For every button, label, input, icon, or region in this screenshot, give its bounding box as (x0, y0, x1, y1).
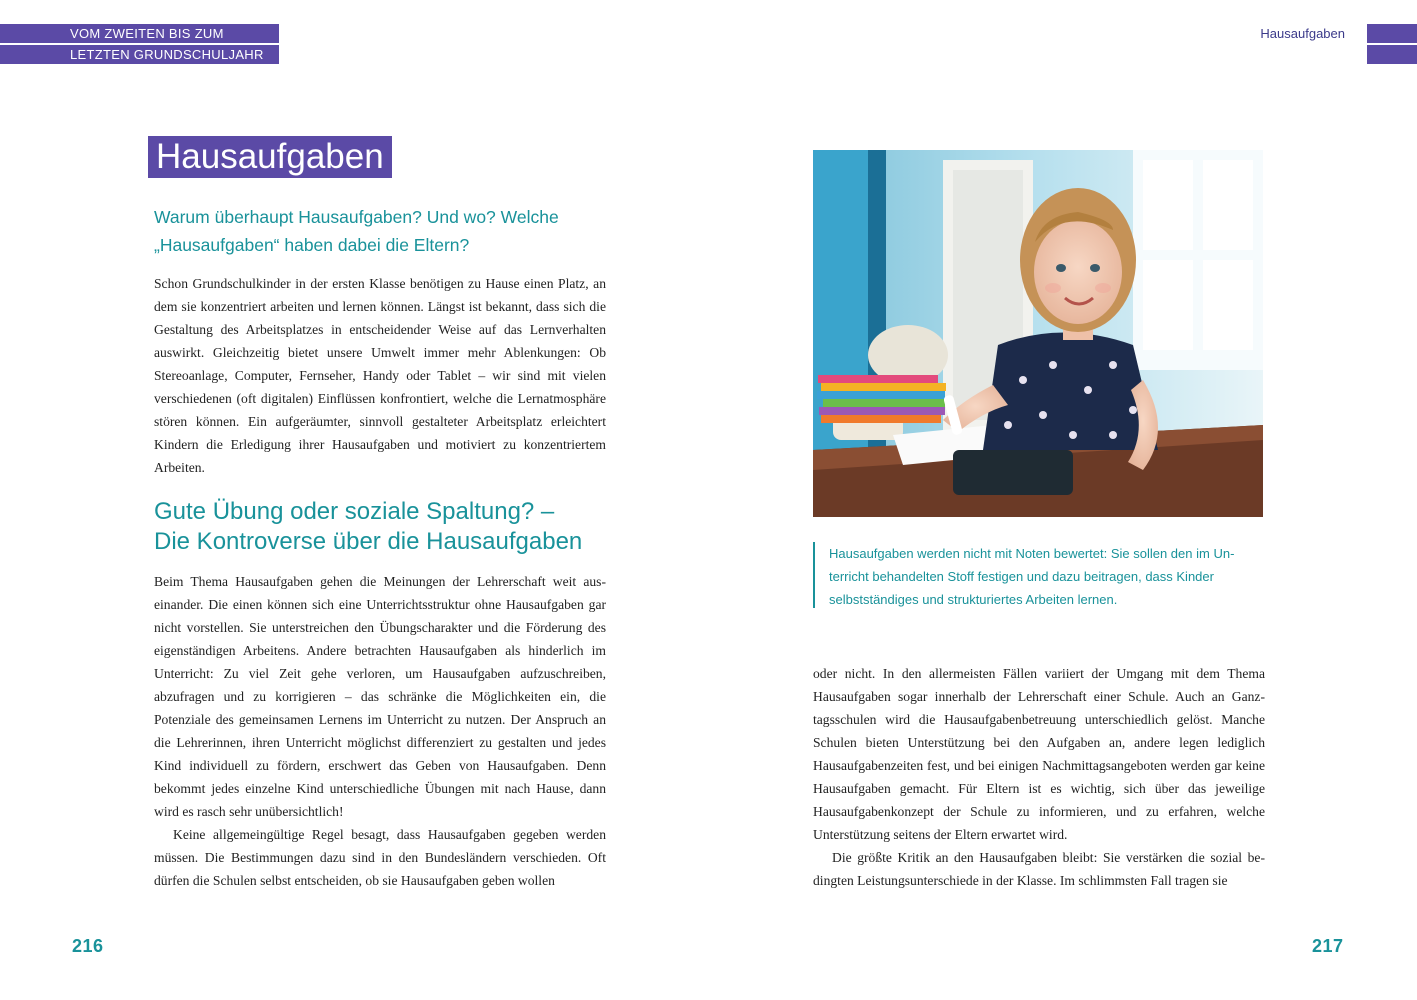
section-heading (154, 497, 634, 557)
right-paragraph-1: oder nicht. In den allermeisten Fällen variiert der Umgang mit dem Thema Hausaufgaben sogar innerhalb der Lehrerschaft einer Schule. Auch an Ganztagsschulen wird die Hausaufgabenbetreuung unterschiedlich gelöst. Manche Schulen bieten Unterstützung bei den Aufgaben an, andere legen lediglich Hausaufgabenzeiten fest, und bei einigen Nachmittagsangeboten werden gar keine Hausaufgaben gemacht. Für Eltern ist es wichtig, sich über das jeweilige Hausaufgabenkonzept der Schule zu informieren, und zu erfahren, welche Unterstützung seitens der Eltern erwartet wird. (813, 666, 1265, 842)
header-bar-right-top (1367, 24, 1417, 43)
running-head-line2: LETZTEN GRUNDSCHULJAHR (70, 47, 264, 62)
page-number-left: 216 (72, 936, 104, 956)
subheading-line1: Warum überhaupt Hausaufgaben? Und wo? Welche (154, 207, 559, 227)
intro-paragraph: Schon Grundschulkinder in der ersten Klasse benötigen zu Hause einen Platz, an dem sie konzentriert arbeiten und lernen können. Längst ist bekannt, dass sich die Gestaltung des Arbeitsplatzes in entscheidender Weise auf das Lernverhalten auswirkt. Gleichzeitig bietet unsere Umwelt immer mehr Ablenkungen: Ob Stereoanlage, Computer, Fernseher, Handy oder Tablet – wir sind mit vielen verschiedenen (oft digitalen) Einflüssen konfrontiert, welche die Lernatmosphäre stören können. Ein aufgeräumter, sinnvoll gestalteter Arbeitsplatz erleichtert Kindern die Erledigung ihrer Hausaufgaben und motiviert zu konzentriertem Arbeiten. (154, 276, 606, 475)
section-paragraph-2: Keine allgemeingültige Regel besagt, dass Hausaufgaben gegeben werden müssen. Die Bestimmungen dazu sind in den Bundesländern verschieden. Oft dürfen die Schulen selbst entscheiden, ob sie Hausaufgaben geben wollen (154, 827, 606, 888)
subheading-line2: „Hausaufgaben“ haben dabei die Eltern? (154, 235, 470, 255)
chapter-title: Hausaufgaben (148, 136, 392, 178)
right-page-text (813, 662, 1265, 892)
running-head-line1: VOM ZWEITEN BIS ZUM (70, 26, 224, 41)
subheading (154, 203, 624, 259)
section-paragraph-1: Beim Thema Hausaufgaben gehen die Meinungen der Lehrerschaft weit auseinander. Die einen können sich eine Unterrichtsstruktur ohne Hausaufgaben gar nicht vorstellen. Sie unterstreichen den Übungscharakter und die Förderung des eigenständigen Arbeitens. Andere betrachten Hausaufgaben als hinderlich im Unterricht: Zu viel Zeit gehe verloren, um Hausaufgaben aufzuschreiben, abzufragen und zu korrigieren – das schränke die Möglichkeiten ein, die Potenziale des gemeinsamen Lernens im Unterricht zu nutzen. Der Anspruch an die Lehrerinnen, ihren Unterricht möglichst differenziert zu gestalten und jedes Kind individuell zu fördern, erschwert das Geben von Hausaufgaben. Denn bekommt jedes einzelne Kind unterschiedliche Übungen mit nach Hause, dann wird es rasch sehr unübersichtlich! (154, 574, 606, 819)
section-text (154, 570, 606, 892)
header-bar-right-bottom (1367, 45, 1417, 64)
running-head-left (70, 24, 264, 64)
photo-caption: Hausaufgaben werden nicht mit Noten bewertet: Sie sollen den im Unterricht behandelten Stoff festigen und dazu beitragen, dass Kinder selbstständiges und strukturiertes Arbeiten lernen. (813, 542, 1263, 608)
section-heading-line1: Gute Übung oder soziale Spaltung? – (154, 498, 555, 525)
page-number-right: 217 (1312, 936, 1344, 956)
photo-girl-at-desk (813, 150, 1263, 517)
section-heading-line2: Die Kontroverse über die Hausaufgaben (154, 528, 583, 555)
intro-text (154, 272, 606, 479)
right-paragraph-2: Die größte Kritik an den Hausaufgaben bleibt: Sie verstärken die sozial bedingten Leistungsunterschiede in der Klasse. Im schlimmsten Fall tragen sie (813, 850, 1265, 888)
photo-illustration (813, 150, 1263, 517)
running-head-right: Hausaufgaben (1260, 26, 1345, 41)
